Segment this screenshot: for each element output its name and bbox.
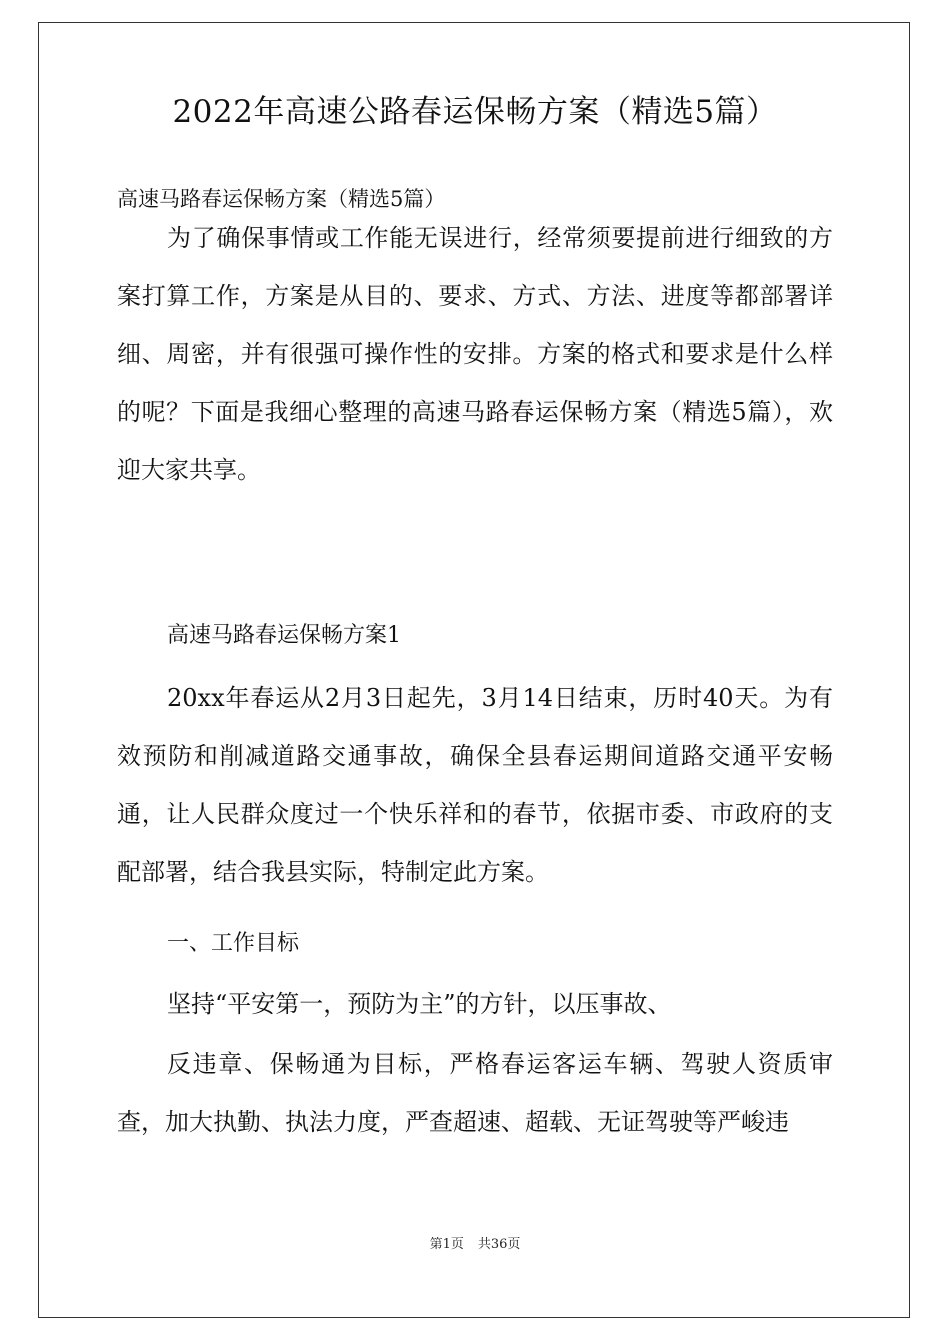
goal-heading: 一、工作目标 [167, 931, 300, 956]
document-subtitle: 高速马路春运保畅方案（精选5篇） [117, 187, 446, 211]
document-title: 2022年高速公路春运保畅方案（精选5篇） [172, 94, 778, 130]
page-number: 第1页 [429, 1237, 464, 1252]
goal-body-paragraph: 反违章、保畅通为目标，严格春运客运车辆、驾驶人资质审查，加大执勤、执法力度，严查超速、超载、无证驾驶等严峻违 [117, 1050, 833, 1136]
page-total: 共36页 [477, 1237, 521, 1252]
page-footer [0, 1233, 950, 1252]
section1-body-paragraph: 20xx年春运从2月3日起先，3月14日结束，历时40天。为有效预防和削减道路交通事故，确保全县春运期间道路交通平安畅通，让人民群众度过一个快乐祥和的春节，依据市委、市政府的支配部署，结合我县实际，特制定此方案。 [117, 684, 833, 886]
goal-paragraph-line: 坚持“平安第一，预防为主”的方针，以压事故、 [167, 990, 672, 1018]
intro-paragraph: 为了确保事情或工作能无误进行，经常须要提前进行细致的方案打算工作，方案是从目的、要求、方式、方法、进度等都部署详细、周密，并有很强可操作性的安排。方案的格式和要求是什么样的呢？下面是我细心整理的高速马路春运保畅方案（精选5篇），欢迎大家共享。 [117, 224, 833, 484]
section1-heading: 高速马路春运保畅方案1 [167, 623, 401, 648]
